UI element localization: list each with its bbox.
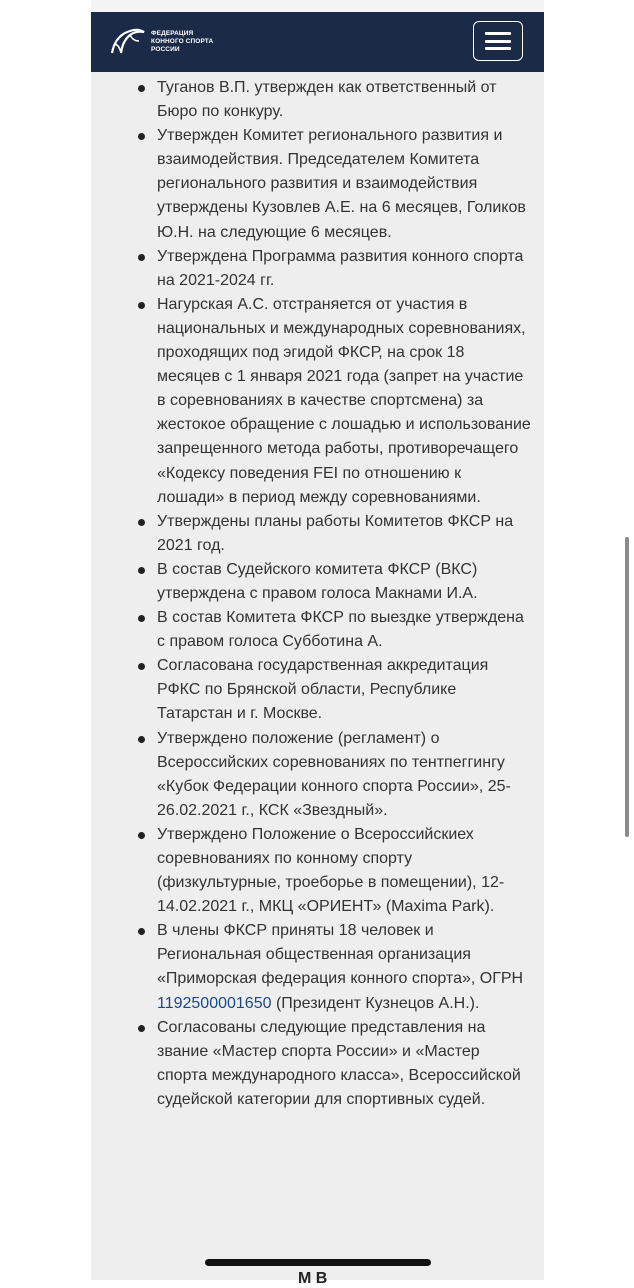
- ogrn-link[interactable]: 1192500001650: [157, 994, 272, 1012]
- horse-logo-icon: [108, 26, 146, 56]
- logo-text: [151, 30, 213, 54]
- list-item: Утверждена Программа развития конного спорта на 2021-2024 гг.: [157, 245, 531, 293]
- logo-line-1: ФЕДЕРАЦИЯ: [151, 30, 194, 37]
- hamburger-menu-button[interactable]: [473, 21, 523, 61]
- members-text-after: (Президент Кузнецов А.Н.).: [271, 994, 480, 1012]
- top-strip: [91, 0, 544, 12]
- scrollbar[interactable]: [625, 537, 629, 837]
- list-item: Согласована государственная аккредитация РФКС по Брянской области, Республике Татарстан и г. Москве.: [157, 654, 531, 726]
- list-item-members: [157, 919, 531, 1015]
- list-item: Согласованы следующие представления на звание «Мастер спорта России» и «Мастер спорта международного класса», Всероссийской судейской категории для спортивных судей.: [157, 1016, 531, 1112]
- list-item: В состав Комитета ФКСР по выездке утверждена с правом голоса Субботина А.: [157, 606, 531, 654]
- federation-logo[interactable]: [108, 26, 218, 58]
- logo-line-3: РОССИИ: [151, 46, 180, 53]
- menu-bar-icon: [485, 32, 511, 35]
- list-item: Туганов В.П. утвержден как ответственный от Бюро по конкуру.: [157, 76, 531, 124]
- members-text-before: В члены ФКСР приняты 18 человек и Региональная общественная организация «Приморская федерация конного спорта», ОГРН: [157, 922, 524, 988]
- logo-line-2: КОННОГО СПОРТА: [151, 38, 214, 45]
- next-section-heading-partial: М В: [298, 1270, 328, 1287]
- home-indicator[interactable]: [205, 1259, 431, 1266]
- decisions-list: [91, 76, 531, 1112]
- list-item: Утверждены планы работы Комитетов ФКСР на 2021 год.: [157, 510, 531, 558]
- list-item: Утвержден Комитет регионального развития и взаимодействия. Председателем Комитета регионального развития и взаимодействия утверждены Кузовлев А.Е. на 6 месяцев, Голиков Ю.Н. на следующие 6 месяцев.: [157, 124, 531, 244]
- site-header: [91, 12, 544, 72]
- list-item: Утверждено положение (регламент) о Всероссийских соревнованиях по тентпеггингу «Кубок Федерации конного спорта России», 25-26.02.2021 г., КСК «Звездный».: [157, 727, 531, 823]
- menu-bar-icon: [485, 47, 511, 50]
- list-item: Утверждено Положение о Всероссийскиех соревнованиях по конному спорту (физкультурные, троеборье в помещении), 12-14.02.2021 г., МКЦ «ОРИЕНТ» (Maxima Park).: [157, 823, 531, 919]
- list-item: В состав Судейского комитета ФКСР (ВКС) утверждена с правом голоса Макнами И.А.: [157, 558, 531, 606]
- list-item: Нагурская А.С. отстраняется от участия в национальных и международных соревнованиях, проходящих под эгидой ФКСР, на срок 18 месяцев с 1 января 2021 года (запрет на участие в соревнованиях в качестве спортсмена) за жестокое обращение с лошадью и использование запрещенного метода работы, противоречащего «Кодексу поведения FEI по отношению к лошади» в период между соревнованиями.: [157, 293, 531, 510]
- menu-bar-icon: [485, 40, 511, 43]
